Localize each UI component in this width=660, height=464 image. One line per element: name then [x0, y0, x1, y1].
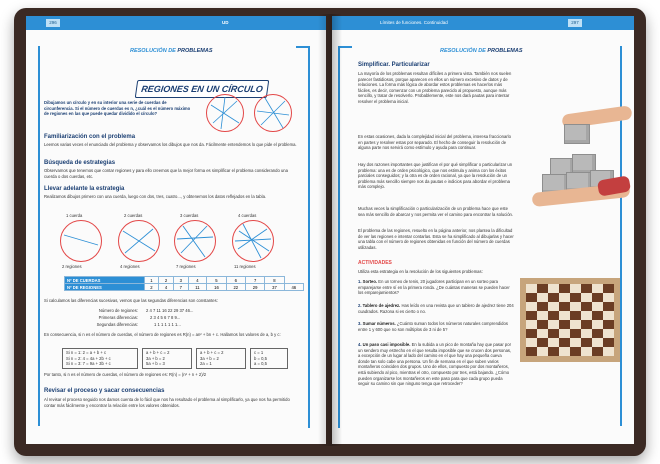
chess-square [548, 293, 559, 302]
table-cell: 8 [265, 277, 284, 284]
chess-square [603, 284, 614, 293]
activity-name: Tablero de ajedrez. [362, 303, 401, 308]
chess-square [548, 311, 559, 320]
chess-square [559, 302, 570, 311]
table-cell: 2 [159, 277, 174, 284]
table-cell: 3 [173, 277, 188, 284]
chess-square [603, 320, 614, 329]
chess-square [581, 347, 592, 356]
table-cell: 16 [207, 284, 226, 291]
chess-square [592, 302, 603, 311]
right-p3: Hay dos razones importantes que justifican el por qué simplificar o particularizar un problema: una es de orden psicológico, que nos estimula y anima con los éxitos parciales conseguidos; y la otra es de orden racional, ya que la resolución de un problema más sencillo siempre nos da pautas e indicios para abordar el problema más complejo. [358, 162, 513, 190]
circle-3-bottom: 7 regiones [176, 264, 196, 269]
chess-square [603, 338, 614, 347]
chess-square [548, 302, 559, 311]
chess-square [526, 311, 537, 320]
left-section-label: RESOLUCIÓN DE PROBLEMAS [130, 48, 213, 54]
regions-chords-3 [175, 221, 215, 261]
chess-square [526, 293, 537, 302]
eq-line: Si n = 2: 4 = 4a + 2b + c [66, 355, 111, 361]
activity-num: 1. [358, 279, 362, 284]
chess-square [581, 284, 592, 293]
intro-circle-2 [254, 94, 292, 132]
circle-1-top: 1 cuerda [66, 213, 83, 218]
eq-box-2 [142, 348, 192, 369]
chess-square [537, 311, 548, 320]
right-p2: En estas ocasiones, dada la complejidad inicial del problema, interesa fraccionarlo en partes y resolver estas por separado. El hecho de conseguir la resolución de alguna parte nos servirá como estímulo y ayuda para continuar. [358, 134, 511, 151]
eq-line: a + b + c = 2 [200, 350, 224, 355]
eq-line: Si n = 3: 7 = 9a + 3b + c [66, 361, 111, 367]
eq-line: c = 1 [254, 350, 264, 355]
regions-circle-2 [118, 220, 160, 262]
left-intro: Dibujamos un círculo y en su interior una serie de cuerdas de circunferencia. Si el número de cuerdas es n, ¿cuál es el número máximo de regiones en las que puede quedar dividido el círculo? [44, 100, 191, 117]
chess-square [592, 293, 603, 302]
right-p4: Muchas veces la simplificación o particularización de un problema hace que este sea más sencillo de abarcar y nos permita ver el camino para encontrar la solución. [358, 206, 514, 217]
right-header-bar [332, 16, 634, 30]
activity-name: Un paso casi imposible. [362, 342, 411, 347]
table-cell: 5 [207, 277, 226, 284]
s2-title: Búsqueda de estrategias [44, 160, 116, 166]
eq-box-3 [196, 348, 246, 369]
right-p5: El problema de las regiones, resuelto en la página anterior, nos plantea la dificultad de ver las regiones e intentar contarlas. Esta se ha simplificado al dibujarlas y hacer una tabla con el número de regiones obtenidas en función del número de cuerdas utilizadas. [358, 228, 514, 250]
regions-circle-1 [60, 220, 102, 262]
circle-4-bottom: 11 regiones [234, 264, 256, 269]
chess-square [559, 347, 570, 356]
activity-3 [358, 321, 514, 332]
regions-table [64, 276, 304, 291]
activity-text: En un torneo de tenis, 20 jugadores participan en un sorteo para emparejarse entre sí en la primera ronda. ¿De cuántas maneras se pueden hacer los emparejamientos? [358, 279, 510, 296]
chess-square [526, 329, 537, 338]
s2-text: Observamos que tenemos que contar regiones y para ello creemos que la mejor forma es simplificar el problema considerando una cuerda o dos cuerdas, etc. [44, 168, 288, 179]
chess-square [559, 311, 570, 320]
activity-text: ¿Cuánto suman todos los números naturales comprendidos entre 1 y 600 que no son múltiplos de 3 ni de 5? [358, 321, 508, 332]
chess-square [548, 320, 559, 329]
table-row2-label: Nº DE REGIONES [65, 284, 145, 291]
s3-text: Realizamos dibujos primero con una cuerda, luego con dos, tres, cuatro..., y obtenemos los datos reflejados en la tabla. [44, 194, 267, 199]
diff-row-3-label: Segundas diferencias: [96, 322, 138, 327]
table-cell: 22 [226, 284, 245, 291]
table-cell: 4 [159, 284, 174, 291]
activity-name: Sorteo. [362, 279, 378, 284]
chess-square [526, 302, 537, 311]
table-cell: 1 [144, 277, 159, 284]
activity-4 [358, 342, 514, 387]
chess-square [559, 329, 570, 338]
chess-square [559, 338, 570, 347]
table-cell: 46 [284, 284, 303, 291]
eq-box-1 [62, 348, 138, 369]
right-section-label: RESOLUCIÓN DE PROBLEMAS [440, 48, 523, 54]
eq-line: 5a + b = 3 [146, 361, 165, 367]
chess-square [592, 284, 603, 293]
right-border-decor-left [338, 46, 352, 428]
diff-row-1-label: Número de regiones: [98, 308, 138, 313]
chess-square [581, 338, 592, 347]
table-cell: 7 [173, 284, 188, 291]
chords-1 [207, 95, 243, 131]
circle-4-top: 4 cuerdas [238, 213, 257, 218]
table-cell: 37 [265, 284, 284, 291]
eq-line: 3a + b = 2 [146, 355, 165, 361]
chess-square [570, 347, 581, 356]
table-cell: 6 [226, 277, 245, 284]
activity-name: Sumar números. [362, 321, 396, 326]
chess-square [570, 320, 581, 329]
chess-square [592, 347, 603, 356]
right-p1: La mayoría de los problemas resultan difíciles a primera vista. También nos suelen parecer fastidiosos, porque aparecen en ellos un número excesivo de datos y de relaciones. La forma más lógica de abordar estos problemas es hacerlos más fáciles, es decir, comenzar con un problema parecido al propuesto, aunque más sencillo, y tratar de resolverlo. Probablemente, este nos dará pautas para intentar resolver el problema inicial. [358, 71, 512, 104]
hands-cubes-photo [512, 102, 630, 206]
right-title: Simplificar. Particularizar [358, 62, 430, 68]
chess-square [592, 338, 603, 347]
chess-square [581, 329, 592, 338]
activity-num: 2. [358, 303, 362, 308]
eq-line: 3a + b = 2 [200, 355, 219, 361]
chess-square [559, 284, 570, 293]
chessboard-grid [526, 284, 614, 356]
chess-square [548, 284, 559, 293]
table-row [65, 277, 304, 284]
chess-square [570, 311, 581, 320]
chess-square [559, 293, 570, 302]
s4-text: Al revisar el proceso seguido nos damos cuenta de lo fácil que nos ha resultado el problema al simplificarlo, ya que nos ha permitido contar más fácilmente y encontrar la relación entre los valores obtenidos. [44, 397, 290, 408]
consequence-text: En consecuencia, si n es el número de cuerdas, el número de regiones es R(n) = an² + bn + c. Hallamos los valores de a, b y c: [44, 332, 281, 337]
eq-line: a = 0,5 [254, 361, 267, 367]
chess-square [548, 347, 559, 356]
diff-row-3-vals: 1 1 1 1 1 1 1... [154, 322, 181, 327]
table-cell: 4 [188, 277, 207, 284]
table-row [65, 284, 304, 291]
chords-2 [255, 95, 291, 131]
left-page [26, 16, 326, 444]
regions-circle-4 [232, 220, 274, 262]
table-cell: 29 [245, 284, 264, 291]
regions-circle-3 [174, 220, 216, 262]
right-header-text: Límites de funciones. Continuidad [380, 20, 448, 25]
chess-square [537, 320, 548, 329]
eq-line: a + b + c = 2 [146, 350, 170, 355]
chess-square [526, 338, 537, 347]
left-page-number: 296 [46, 19, 60, 27]
circle-3-top: 3 cuerdas [180, 213, 199, 218]
eq-line: b = 0,5 [254, 355, 267, 361]
eq-line: 2a = 1 [200, 361, 212, 367]
activity-text: En la subida a un pico de montaña hay que pasar por un sendero muy estrecho en el que resulta imposible que se crucen dos personas, a excepción de un lugar al lado del camino en el que hay una pequeña cueva donde tan solo cabe una persona. Un fin de semana en el que suben varios montañeros coinciden dos grupos. Uno de ellos, compuesto por dos montañeros, está subiendo al pico, mientras el otro, compuesto por tres, está bajando. ¿Cómo pueden organizarse los montañeros en este paso para que cada grupo pueda seguir su camino sin que ninguno tenga que retroceder? [358, 342, 512, 387]
activity-text: Has leído en una revista que un tablero de ajedrez tiene 204 cuadrados. Razona si es cierto o no. [358, 303, 514, 314]
activities-title: ACTIVIDADES [358, 260, 392, 266]
activity-num: 3. [358, 321, 362, 326]
chess-square [603, 329, 614, 338]
table-cell: 7 [245, 277, 264, 284]
table-cell: 11 [188, 284, 207, 291]
chess-square [570, 302, 581, 311]
s4-title: Revisar el proceso y sacar consecuencias [44, 388, 165, 394]
left-main-title: REGIONES EN UN CÍRCULO [135, 80, 270, 98]
s1-text: Leemos varias veces el enunciado del problema y observamos los dibujos que nos da. Fácilmente entendemos lo que pide el problema. [44, 142, 297, 147]
chess-square [570, 293, 581, 302]
chess-square [603, 293, 614, 302]
right-page-number: 297 [568, 19, 582, 27]
chess-square [581, 302, 592, 311]
circle-2-bottom: 4 regiones [120, 264, 140, 269]
chessboard-image [520, 278, 620, 362]
cube [564, 124, 590, 144]
circle-1-bottom: 2 regiones [62, 264, 82, 269]
diff-intro: Si calculamos las diferencias sucesivas, vemos que las segundas diferencias son constantes: [44, 298, 218, 303]
chess-square [581, 293, 592, 302]
chess-square [548, 329, 559, 338]
chess-square [537, 302, 548, 311]
diff-row-1-vals: 2 4 7 11 16 22 29 37 46... [146, 308, 194, 313]
regions-chords-4 [233, 221, 273, 261]
regions-chords-2 [119, 221, 159, 261]
activity-num: 4. [358, 342, 362, 347]
result-formula: Por tanto, si n es el número de cuerdas, el número de regiones es: R(n) = (n² + n + 2)/2 [44, 372, 207, 377]
chess-square [537, 284, 548, 293]
chess-square [526, 284, 537, 293]
chess-square [537, 338, 548, 347]
chess-square [537, 347, 548, 356]
activity-2 [358, 303, 514, 314]
chess-square [526, 347, 537, 356]
left-border-decor-right [296, 46, 310, 428]
chess-square [603, 347, 614, 356]
eq-box-4 [250, 348, 288, 369]
chess-square [592, 311, 603, 320]
chess-square [537, 293, 548, 302]
eq-line: Si n = 1: 2 = a + b + c [66, 350, 107, 355]
chess-square [581, 320, 592, 329]
chess-square [592, 320, 603, 329]
s3-title: Llevar adelante la estrategia [44, 186, 125, 192]
diff-row-2-label: Primeras diferencias: [98, 315, 138, 320]
activities-intro: Utiliza esta estrategia en la resolución de los siguientes problemas: [358, 269, 483, 274]
chess-square [603, 311, 614, 320]
chess-square [603, 302, 614, 311]
chess-square [537, 329, 548, 338]
chess-square [570, 284, 581, 293]
regions-chords-1 [61, 221, 101, 261]
chess-square [592, 329, 603, 338]
left-header-bar [26, 16, 326, 30]
circle-2-top: 2 cuerdas [124, 213, 143, 218]
chess-square [570, 329, 581, 338]
table-cell: 2 [144, 284, 159, 291]
activity-1 [358, 279, 514, 296]
chess-square [548, 338, 559, 347]
s1-title: Familiarización con el problema [44, 134, 136, 140]
right-page [332, 16, 634, 444]
chess-square [559, 320, 570, 329]
table-row1-label: Nº DE CUERDAS [65, 277, 145, 284]
chess-square [570, 338, 581, 347]
diff-row-2-vals: 2 3 4 5 6 7 8 9... [150, 315, 181, 320]
left-header-unit: UD [222, 20, 229, 25]
chess-square [526, 320, 537, 329]
chess-square [581, 311, 592, 320]
intro-circle-1 [206, 94, 244, 132]
